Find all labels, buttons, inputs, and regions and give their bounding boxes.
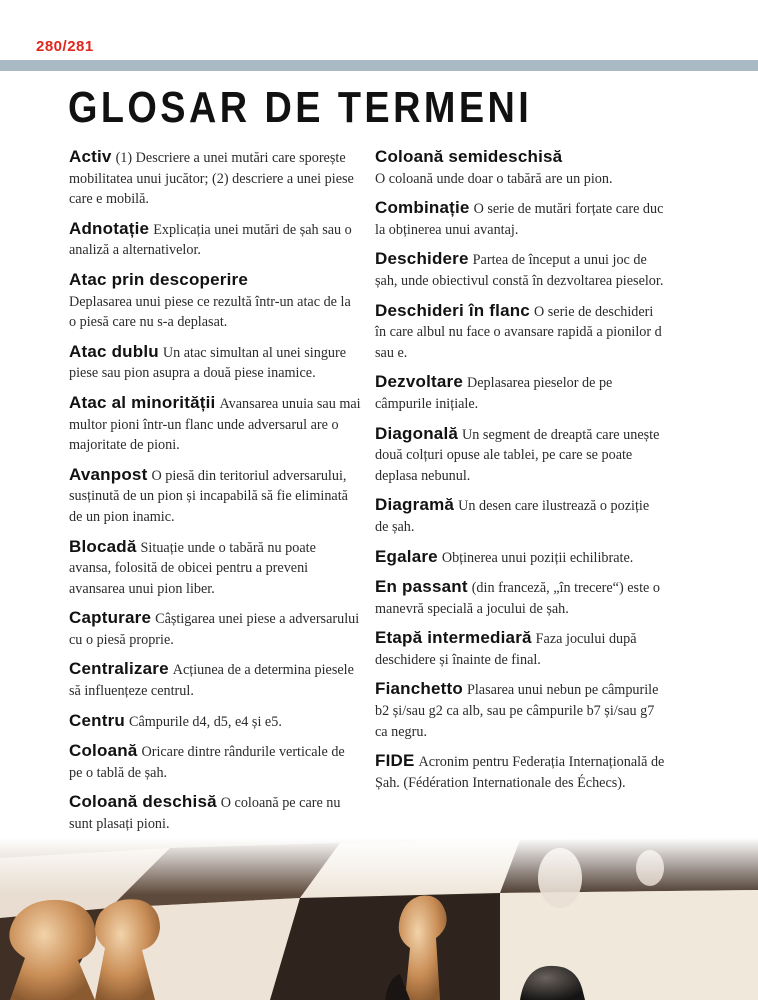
glossary-entry [375,547,665,569]
term: Blocadă [69,536,137,556]
definition: Câștigarea unei piese a adversarului cu o piesă proprie. [69,611,360,648]
term: Avanpost [69,464,148,484]
term: Egalare [375,546,438,566]
term: Activ [69,147,112,166]
term: Atac al minorității [69,392,216,412]
term: Dezvoltare [375,372,463,392]
definition: Obținerea unui poziții echilibrate. [441,549,634,566]
definition: O serie de mutări forțate care duc la obținerea unui avantaj. [375,201,664,238]
glossary-entry [375,628,665,670]
glossary-entry [69,342,361,384]
term: Atac dublu [69,341,159,361]
definition: O coloană pe care nu sunt plasați pioni. [69,795,341,833]
term: Etapă intermediară [375,628,532,648]
definition: Partea de început a unui joc de șah, unde obiectivul constă în dezvoltarea pieselor. [375,252,664,289]
glossary-entry [69,393,361,456]
glossary-entry [375,751,665,793]
glossary-entry [69,465,361,528]
chessboard-illustration [0,838,758,1000]
glossary-column-left [69,147,361,844]
glossary-entry [375,495,665,537]
glossary-entry [69,147,361,210]
term: Coloană [69,741,138,761]
glossary-entry [375,372,665,414]
definition: Acțiunea de a determina piesele să influențeze centrul. [69,662,354,700]
glossary-entry [69,659,361,701]
glossary-column-right [375,147,665,802]
term: Atac prin descoperire [69,269,248,289]
header-bar [0,60,758,71]
glossary-entry [69,219,361,261]
term: Deschideri în flanc [375,300,530,320]
glossary-entry [69,741,361,783]
page-title: GLOSAR DE TERMENI [68,83,533,132]
chessboard-photo [0,838,758,1000]
definition: (din franceză, „în trecere“) este o manevră specială a jocului de șah. [375,580,660,617]
definition: Deplasarea pieselor de pe câmpurile inițiale. [375,375,613,412]
glossary-entry [69,270,361,333]
term: Coloană deschisă [69,792,217,812]
definition: O piesă din teritoriul adversarului, susținută de un pion și incapabilă să fie eliminată de un pion inamic. [69,467,348,525]
term: Adnotație [69,218,150,238]
definition: Un desen care ilustrează o poziție de șah. [375,498,650,535]
glossary-entry [69,608,361,650]
definition: O coloană unde doar o tabără are un pion. [375,170,613,187]
definition: Câmpurile d4, d5, e4 și e5. [128,713,282,730]
term: Centru [69,710,125,730]
glossary-entry [375,577,665,619]
term: En passant [375,577,468,597]
glossary-entry [375,249,665,291]
term: Diagramă [375,495,455,515]
term: Centralizare [69,659,169,679]
term: Diagonală [375,423,459,443]
definition: Un segment de dreaptă care unește două colțuri opuse ale tablei, pe care se poate deplasa nebunul. [375,426,660,484]
definition: Acronim pentru Federația Internațională de Șah. (Fédération Internationale des Échecs). [375,754,665,791]
glossary-entry [69,792,361,834]
definition: Faza jocului după deschidere și înainte de final. [375,631,637,668]
definition: Un atac simultan al unei singure piese sau pion asupra a două piese inamice. [69,344,347,382]
glossary-entry [69,711,361,733]
glossary-entry [375,198,665,240]
term: FIDE [375,751,415,771]
glossary-entry [375,679,665,742]
definition: Avansarea unuia sau mai multor pioni într-un flanc unde adversarul are o majoritate de pioni. [69,395,361,454]
term: Coloană semideschisă [375,147,563,166]
glossary-entry [375,147,665,189]
term: Deschidere [375,249,469,269]
definition: O serie de deschideri în care albul nu face o avansare rapidă a pionilor d sau e. [375,303,662,361]
definition: (1) Descriere a unei mutări care sporește mobilitatea unui jucător; (2) descriere a unei piese care e mobilă. [69,150,354,208]
term: Fianchetto [375,679,463,699]
glossary-entry [69,537,361,600]
term: Capturare [69,608,152,628]
definition: Plasarea unui nebun pe câmpurile b2 și/sau g2 ca alb, sau pe câmpurile b7 și/sau g7 ca negru. [375,682,659,740]
term: Combinație [375,198,470,218]
definition: Explicația unei mutări de șah sau o analiză a alternativelor. [69,221,352,259]
definition: Deplasarea unui piese ce rezultă într-un atac de la o piesă care nu s-a deplasat. [69,293,351,331]
glossary-entry [375,301,665,364]
glossary-entry [375,424,665,487]
page-number: 280/281 [36,38,94,55]
definition: Oricare dintre rândurile verticale de pe o tablă de șah. [69,744,345,781]
definition: Situație unde o tabără nu poate avansa, folosită de obicei pentru a preveni avansarea unui pion liber. [69,539,316,597]
